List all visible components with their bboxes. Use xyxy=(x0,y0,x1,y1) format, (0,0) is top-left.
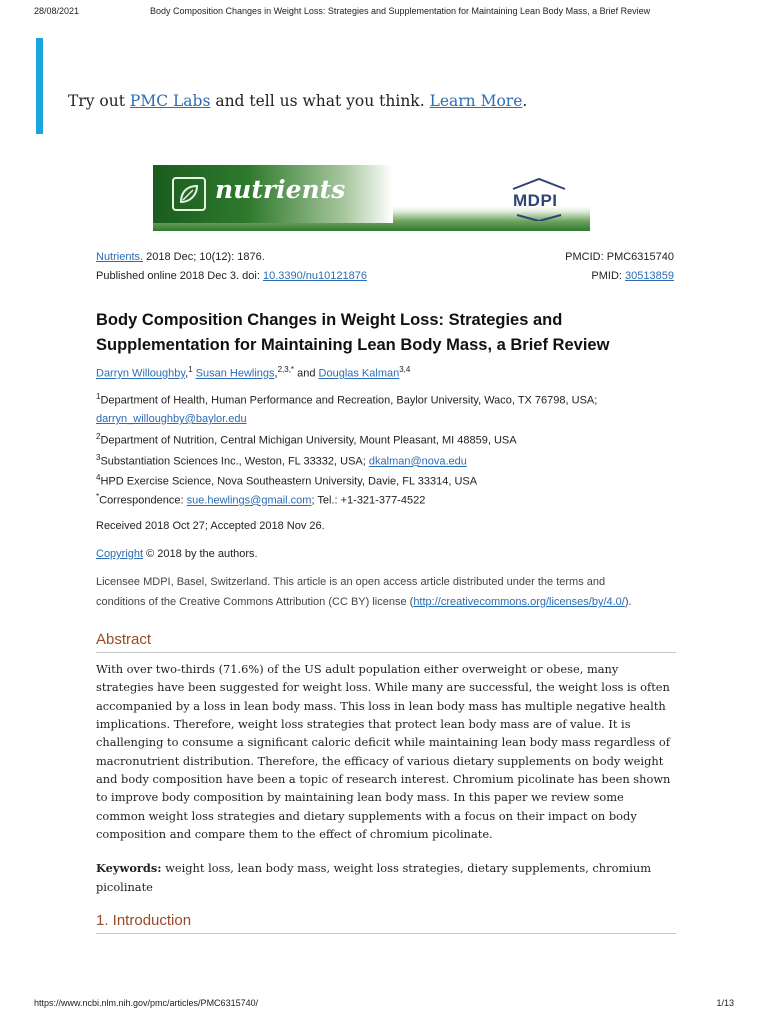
published-prefix: Published online 2018 Dec 3. doi: xyxy=(96,270,263,282)
author-sup: 3,4 xyxy=(399,365,411,374)
affiliation-sup: 1 xyxy=(96,392,101,401)
pmc-labs-link[interactable]: PMC Labs xyxy=(129,92,211,110)
license-line-2 xyxy=(96,596,632,608)
license-link[interactable]: http://creativecommons.org/licenses/by/4.0/ xyxy=(413,596,625,608)
published-line xyxy=(96,270,367,282)
correspondence xyxy=(96,492,425,507)
banner-middle: and tell us what you think. xyxy=(210,92,430,110)
keywords-label: Keywords: xyxy=(96,861,162,875)
affiliation-sup: * xyxy=(96,492,100,501)
mdpi-logo xyxy=(511,177,571,221)
affiliation xyxy=(96,453,467,468)
author-list: Darryn Willoughby,$^1$ Susan Hewlings,$^{2,3,*}$ and Douglas Kalman$^{3,4}$ xyxy=(96,365,411,380)
banner-suffix: . xyxy=(522,92,528,110)
pmid-line xyxy=(591,270,674,282)
citation-line xyxy=(96,251,265,263)
introduction-heading: 1. Introduction xyxy=(96,912,676,934)
banner-prefix: Try out xyxy=(68,92,130,110)
abstract-text: With over two-thirds (71.6%) of the US adult population either overweight or obese, many strategies have been suggested for weight loss. While many are successful, the weight loss is often accompanied by a loss in lean body mass. This loss in lean body mass has multiple negative health implications. Therefore, weight loss strategies that protect lean body mass are of value. It is challenging to consume a significant caloric deficit while maintaining lean body mass regardless of macronutrient distribution. Therefore, the efficacy of various dietary supplements on body weight and body composition have been a topic of research interest. Chromium picolinate has been shown to improve body composition by maintaining lean body mass. In this paper we review some common weight loss strategies and dietary supplements with a focus on their impact on body composition and compare them to the effect of chromium picolinate. xyxy=(96,662,671,842)
copyright-text: © 2018 by the authors. xyxy=(143,548,258,560)
copyright-line xyxy=(96,548,258,560)
affiliation-phone: ; Tel.: +1-321-377-4522 xyxy=(311,494,426,507)
journal-link[interactable]: Nutrients. xyxy=(96,251,144,263)
doi-link[interactable]: 10.3390/nu10121876 xyxy=(262,270,367,282)
license-prefix: conditions of the Creative Commons Attribution (CC BY) license ( xyxy=(96,596,414,608)
affiliation-sup: 2 xyxy=(96,432,101,441)
copyright-link[interactable]: Copyright xyxy=(96,548,144,560)
learn-more-link[interactable]: Learn More xyxy=(429,92,523,110)
author-and: and xyxy=(294,367,319,380)
author-link[interactable]: Susan Hewlings xyxy=(195,367,275,380)
affiliation-text: Substantiation Sciences Inc., Weston, FL 33332, USA; xyxy=(100,455,369,468)
publisher-name: MDPI xyxy=(513,191,558,210)
author-link[interactable]: Douglas Kalman xyxy=(318,367,400,380)
pmid-label: PMID: xyxy=(591,270,626,282)
author-sup: 1 xyxy=(188,365,193,374)
email-link[interactable]: darryn_willoughby@baylor.edu xyxy=(96,413,247,425)
citation-details: 2018 Dec; 10(12): 1876. xyxy=(143,251,265,263)
email-link[interactable]: sue.hewlings@gmail.com xyxy=(186,494,312,507)
article-title: Body Composition Changes in Weight Loss: Strategies and Supplementation for Maintaining Lean Body Mass, a Brief Review xyxy=(96,311,610,354)
pmcid: PMCID: PMC6315740 xyxy=(565,251,674,263)
print-header xyxy=(0,6,768,20)
page-count: 1/13 xyxy=(716,998,734,1008)
affiliation-text: Correspondence: xyxy=(99,494,187,507)
email-link[interactable]: dkalman@nova.edu xyxy=(368,455,467,468)
keywords xyxy=(96,859,676,896)
affiliation-sup: 4 xyxy=(96,473,101,482)
pmid-link[interactable]: 30513859 xyxy=(625,270,674,282)
affiliation xyxy=(96,392,597,407)
print-title: Body Composition Changes in Weight Loss: Strategies and Supplementation for Maintaining Lean Body Mass, a Brief Review xyxy=(150,6,651,16)
author-sup: 2,3,* xyxy=(277,365,295,374)
affiliation-text: HPD Exercise Science, Nova Southeastern University, Davie, FL 33314, USA xyxy=(100,475,478,488)
journal-name: nutrients xyxy=(215,175,346,204)
keywords-list: weight loss, lean body mass, weight loss strategies, dietary supplements, chromium picolinate xyxy=(96,861,652,894)
print-footer xyxy=(0,998,768,1012)
author-link[interactable]: Darryn Willoughby xyxy=(96,367,186,380)
license-suffix: ). xyxy=(624,596,632,608)
banner-accent-bar xyxy=(36,38,43,134)
license-line-1: Licensee MDPI, Basel, Switzerland. This article is an open access article distributed under the terms and xyxy=(96,576,606,588)
pmc-labs-banner xyxy=(68,92,527,110)
affiliation xyxy=(96,432,517,447)
abstract-heading: Abstract xyxy=(96,631,676,653)
print-date: 28/08/2021 xyxy=(34,6,80,16)
nutrients-logo-icon xyxy=(172,177,206,211)
affiliation-text: Department of Health, Human Performance and Recreation, Baylor University, Waco, TX 76798, USA; xyxy=(100,394,598,407)
affiliation xyxy=(96,473,477,488)
affiliation-sup: 3 xyxy=(96,453,101,462)
journal-banner[interactable] xyxy=(153,165,590,231)
print-url: https://www.ncbi.nlm.nih.gov/pmc/articles/PMC6315740/ xyxy=(34,998,259,1008)
affiliation-text: Department of Nutrition, Central Michigan University, Mount Pleasant, MI 48859, USA xyxy=(100,434,517,447)
received-dates: Received 2018 Oct 27; Accepted 2018 Nov 26. xyxy=(96,520,325,532)
affiliation-email-line xyxy=(96,413,247,425)
